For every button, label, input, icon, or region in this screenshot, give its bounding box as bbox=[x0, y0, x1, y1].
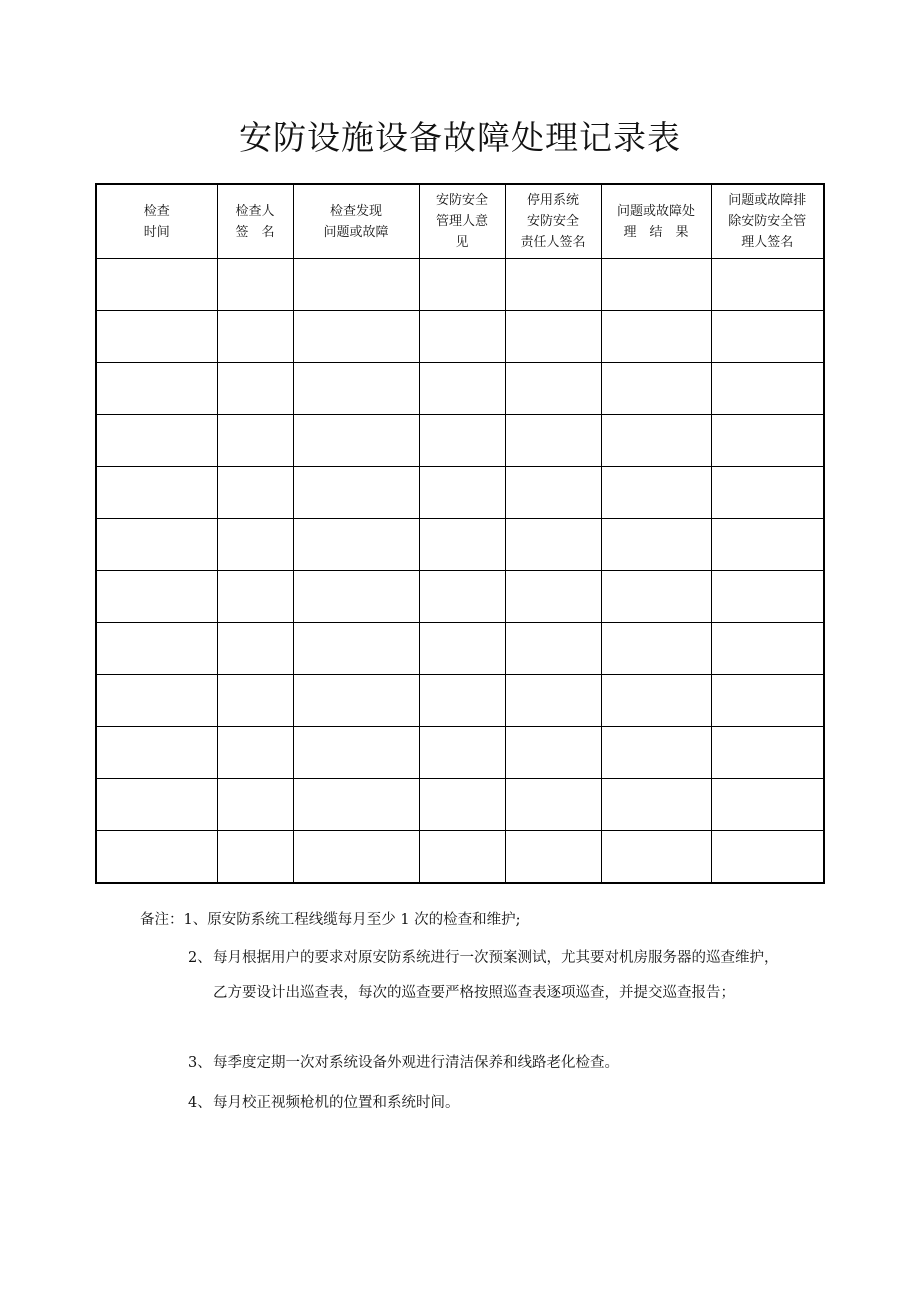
table-cell[interactable] bbox=[505, 727, 601, 779]
table-row bbox=[96, 675, 824, 727]
table-cell[interactable] bbox=[293, 259, 419, 311]
header-system-disable-signature: 停用系统 安防安全 责任人签名 bbox=[505, 184, 601, 259]
header-problem-found: 检查发现 问题或故障 bbox=[293, 184, 419, 259]
header-security-manager-opinion: 安防安全 管理人意 见 bbox=[419, 184, 505, 259]
note-number: 3、 bbox=[188, 1055, 212, 1071]
header-handling-result: 问题或故障处 理 结 果 bbox=[601, 184, 711, 259]
table-cell[interactable] bbox=[217, 311, 293, 363]
table-cell[interactable] bbox=[505, 363, 601, 415]
table-cell[interactable] bbox=[96, 311, 217, 363]
table-cell[interactable] bbox=[505, 415, 601, 467]
fault-record-table bbox=[95, 183, 825, 884]
table-cell[interactable] bbox=[96, 259, 217, 311]
table-cell[interactable] bbox=[293, 363, 419, 415]
table-row bbox=[96, 623, 824, 675]
table-cell[interactable] bbox=[601, 311, 711, 363]
table-cell[interactable] bbox=[293, 779, 419, 831]
table-cell[interactable] bbox=[293, 415, 419, 467]
table-cell[interactable] bbox=[293, 311, 419, 363]
table-cell[interactable] bbox=[601, 623, 711, 675]
table-row bbox=[96, 831, 824, 884]
table-cell[interactable] bbox=[293, 519, 419, 571]
table-cell[interactable] bbox=[217, 259, 293, 311]
table-row bbox=[96, 727, 824, 779]
table-cell[interactable] bbox=[217, 519, 293, 571]
note-3 bbox=[188, 1046, 788, 1081]
note-number: 2、 bbox=[188, 950, 212, 966]
table-cell[interactable] bbox=[505, 259, 601, 311]
table-cell[interactable] bbox=[217, 727, 293, 779]
table-cell[interactable] bbox=[419, 779, 505, 831]
table-cell[interactable] bbox=[96, 727, 217, 779]
table-cell[interactable] bbox=[217, 415, 293, 467]
table-header-row bbox=[96, 184, 824, 259]
note-1 bbox=[140, 908, 521, 929]
table-cell[interactable] bbox=[601, 779, 711, 831]
table-cell[interactable] bbox=[96, 623, 217, 675]
table-cell[interactable] bbox=[419, 415, 505, 467]
table-cell[interactable] bbox=[293, 675, 419, 727]
table-cell[interactable] bbox=[601, 259, 711, 311]
table-cell[interactable] bbox=[217, 623, 293, 675]
table-cell[interactable] bbox=[505, 779, 601, 831]
table-cell[interactable] bbox=[711, 675, 824, 727]
table-cell[interactable] bbox=[505, 675, 601, 727]
table-cell[interactable] bbox=[711, 311, 824, 363]
table-cell[interactable] bbox=[711, 467, 824, 519]
header-inspector-signature: 检查人 签 名 bbox=[217, 184, 293, 259]
table-row bbox=[96, 311, 824, 363]
table-cell[interactable] bbox=[419, 363, 505, 415]
table-cell[interactable] bbox=[601, 363, 711, 415]
table-row bbox=[96, 467, 824, 519]
table-cell[interactable] bbox=[217, 779, 293, 831]
table-cell[interactable] bbox=[711, 727, 824, 779]
page-title: 安防设施设备故障处理记录表 bbox=[239, 118, 681, 157]
table-cell[interactable] bbox=[96, 467, 217, 519]
table-cell[interactable] bbox=[293, 623, 419, 675]
table-cell[interactable] bbox=[217, 675, 293, 727]
table-cell[interactable] bbox=[419, 623, 505, 675]
table-row bbox=[96, 519, 824, 571]
table-cell[interactable] bbox=[419, 571, 505, 623]
table-cell[interactable] bbox=[505, 623, 601, 675]
table-row bbox=[96, 571, 824, 623]
table-row bbox=[96, 363, 824, 415]
table-cell[interactable] bbox=[711, 779, 824, 831]
table-cell[interactable] bbox=[601, 519, 711, 571]
table-cell[interactable] bbox=[419, 519, 505, 571]
note-text: 原安防系统工程线缆每月至少 1 次的检查和维护; bbox=[207, 912, 521, 928]
table-cell[interactable] bbox=[419, 467, 505, 519]
table-cell[interactable] bbox=[419, 311, 505, 363]
table-cell[interactable] bbox=[419, 675, 505, 727]
note-2 bbox=[188, 941, 788, 1011]
table-cell[interactable] bbox=[505, 311, 601, 363]
table-cell[interactable] bbox=[217, 467, 293, 519]
table-cell[interactable] bbox=[601, 571, 711, 623]
header-check-time: 检查 时间 bbox=[96, 184, 217, 259]
note-text: 每季度定期一次对系统设备外观进行清洁保养和线路老化检查。 bbox=[213, 1055, 619, 1071]
table-row bbox=[96, 779, 824, 831]
table-body bbox=[96, 259, 824, 884]
table-cell[interactable] bbox=[419, 259, 505, 311]
table-cell[interactable] bbox=[711, 831, 824, 884]
table-cell[interactable] bbox=[217, 831, 293, 884]
table-cell[interactable] bbox=[96, 363, 217, 415]
table-cell[interactable] bbox=[293, 727, 419, 779]
table-cell[interactable] bbox=[293, 571, 419, 623]
table-cell[interactable] bbox=[601, 727, 711, 779]
table-cell[interactable] bbox=[505, 467, 601, 519]
table-cell[interactable] bbox=[505, 519, 601, 571]
table-cell[interactable] bbox=[601, 831, 711, 884]
table-cell[interactable] bbox=[96, 779, 217, 831]
table-cell[interactable] bbox=[711, 623, 824, 675]
table-cell[interactable] bbox=[711, 363, 824, 415]
table-cell[interactable] bbox=[505, 571, 601, 623]
table-cell[interactable] bbox=[601, 467, 711, 519]
table-row bbox=[96, 415, 824, 467]
note-text: 每月校正视频枪机的位置和系统时间。 bbox=[213, 1095, 460, 1111]
table-cell[interactable] bbox=[711, 259, 824, 311]
notes-label: 备注： bbox=[140, 912, 184, 928]
note-4 bbox=[188, 1086, 788, 1121]
note-number: 1、 bbox=[183, 912, 208, 928]
table-cell[interactable] bbox=[419, 727, 505, 779]
table-cell[interactable] bbox=[419, 831, 505, 884]
table-cell[interactable] bbox=[293, 831, 419, 884]
table-cell[interactable] bbox=[96, 571, 217, 623]
table-cell[interactable] bbox=[96, 831, 217, 884]
table-cell[interactable] bbox=[505, 831, 601, 884]
note-text: 每月根据用户的要求对原安防系统进行一次预案测试，尤其要对机房服务器的巡查维护，乙方要设计出巡查表，每次的巡查要严格按照巡查表逐项巡查，并提交巡查报告； bbox=[213, 950, 779, 1001]
table-cell[interactable] bbox=[217, 571, 293, 623]
header-resolution-signature: 问题或故障排 除安防安全管 理人签名 bbox=[711, 184, 824, 259]
note-number: 4、 bbox=[188, 1095, 212, 1111]
table-cell[interactable] bbox=[217, 363, 293, 415]
table-cell[interactable] bbox=[601, 415, 711, 467]
table-cell[interactable] bbox=[711, 519, 824, 571]
table-cell[interactable] bbox=[711, 415, 824, 467]
table-cell[interactable] bbox=[96, 415, 217, 467]
table-cell[interactable] bbox=[601, 675, 711, 727]
table-cell[interactable] bbox=[711, 571, 824, 623]
table-cell[interactable] bbox=[293, 467, 419, 519]
table-cell[interactable] bbox=[96, 519, 217, 571]
table-row bbox=[96, 259, 824, 311]
table-cell[interactable] bbox=[96, 675, 217, 727]
